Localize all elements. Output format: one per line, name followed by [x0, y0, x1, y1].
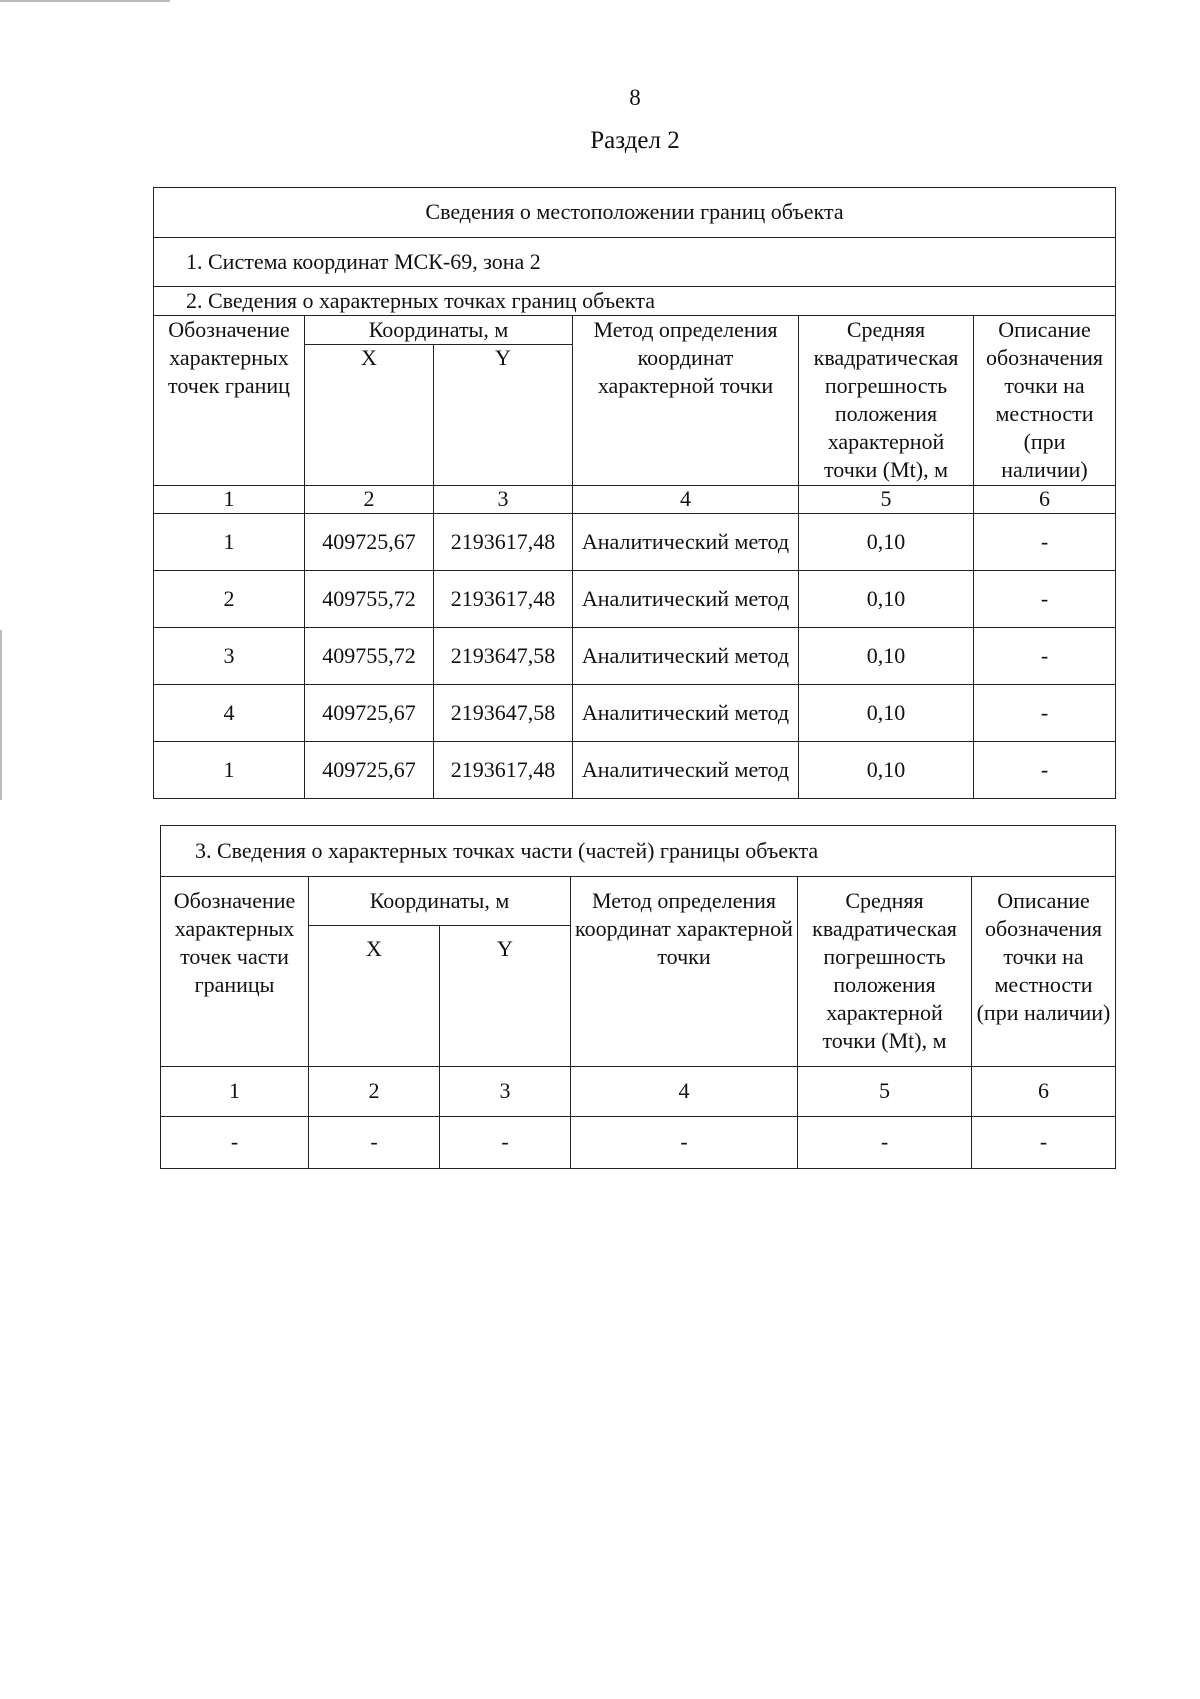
- point-number: 3: [154, 628, 305, 685]
- table-row: [161, 1117, 1116, 1169]
- page-number: 8: [629, 85, 641, 110]
- empty-cell: -: [161, 1117, 309, 1169]
- method-cell: Аналитический метод: [573, 628, 799, 685]
- description-cell: -: [974, 571, 1116, 628]
- header-description: Описание обозначения точки на местности (при наличии): [972, 877, 1116, 1067]
- point-number: 1: [154, 742, 305, 799]
- table-row: [154, 628, 1116, 685]
- column-number: 2: [309, 1067, 440, 1117]
- column-number: 3: [440, 1067, 571, 1117]
- coord-x: 409725,67: [305, 685, 434, 742]
- error-cell: 0,10: [799, 514, 974, 571]
- error-cell: 0,10: [799, 628, 974, 685]
- column-number: 3: [434, 486, 573, 514]
- error-cell: 0,10: [799, 571, 974, 628]
- header-error: Средняя квадратическая погрешность положения характерной точки (Mt), м: [799, 316, 974, 486]
- column-number: 6: [974, 486, 1116, 514]
- empty-cell: -: [440, 1117, 571, 1169]
- method-cell: Аналитический метод: [573, 514, 799, 571]
- empty-cell: -: [309, 1117, 440, 1169]
- header-coordinates: Координаты, м: [305, 316, 573, 345]
- column-number: 5: [798, 1067, 972, 1117]
- table-row: [154, 685, 1116, 742]
- boundary-points-table: [153, 187, 1116, 799]
- error-cell: 0,10: [799, 685, 974, 742]
- empty-cell: -: [571, 1117, 798, 1169]
- empty-cell: -: [798, 1117, 972, 1169]
- coord-y: 2193647,58: [434, 628, 573, 685]
- coord-y: 2193617,48: [434, 742, 573, 799]
- header-y: Y: [434, 345, 573, 486]
- header-description: Описание обозначения точки на местности (при наличии): [974, 316, 1116, 486]
- column-number: 5: [799, 486, 974, 514]
- description-cell: -: [974, 514, 1116, 571]
- method-cell: Аналитический метод: [573, 571, 799, 628]
- scan-edge-top: [0, 0, 170, 2]
- header-y: Y: [440, 926, 571, 1067]
- description-cell: -: [974, 628, 1116, 685]
- table-title: Сведения о местоположении границ объекта: [154, 188, 1116, 238]
- coord-x: 409725,67: [305, 514, 434, 571]
- coord-x: 409725,67: [305, 742, 434, 799]
- column-number: 4: [571, 1067, 798, 1117]
- point-number: 4: [154, 685, 305, 742]
- column-number: 6: [972, 1067, 1116, 1117]
- coord-x: 409755,72: [305, 628, 434, 685]
- part-boundary-points-table: [160, 825, 1116, 1169]
- column-number: 2: [305, 486, 434, 514]
- point-number: 1: [154, 514, 305, 571]
- coord-x: 409755,72: [305, 571, 434, 628]
- coord-y: 2193617,48: [434, 514, 573, 571]
- header-designation: Обозначение характерных точек части границы: [161, 877, 309, 1067]
- header-coordinates: Координаты, м: [309, 877, 571, 926]
- column-number: 1: [154, 486, 305, 514]
- header-x: X: [305, 345, 434, 486]
- empty-cell: -: [972, 1117, 1116, 1169]
- coord-y: 2193617,48: [434, 571, 573, 628]
- coord-system-row: 1. Система координат МСК-69, зона 2: [154, 238, 1116, 287]
- method-cell: Аналитический метод: [573, 742, 799, 799]
- header-method: Метод определения координат характерной точки: [573, 316, 799, 486]
- point-number: 2: [154, 571, 305, 628]
- table-row: [154, 514, 1116, 571]
- method-cell: Аналитический метод: [573, 685, 799, 742]
- table-row: [154, 571, 1116, 628]
- column-number: 4: [573, 486, 799, 514]
- error-cell: 0,10: [799, 742, 974, 799]
- table-title: 3. Сведения о характерных точках части (частей) границы объекта: [161, 826, 1116, 877]
- header-designation: Обозначение характерных точек границ: [154, 316, 305, 486]
- description-cell: -: [974, 685, 1116, 742]
- coord-y: 2193647,58: [434, 685, 573, 742]
- description-cell: -: [974, 742, 1116, 799]
- section-title: Раздел 2: [590, 127, 680, 154]
- header-method: Метод определения координат характерной точки: [571, 877, 798, 1067]
- header-x: X: [309, 926, 440, 1067]
- column-number: 1: [161, 1067, 309, 1117]
- characteristic-points-subtitle: 2. Сведения о характерных точках границ объекта: [154, 287, 1116, 316]
- header-error: Средняя квадратическая погрешность положения характерной точки (Mt), м: [798, 877, 972, 1067]
- table-row: [154, 742, 1116, 799]
- scan-edge-left: [0, 630, 2, 800]
